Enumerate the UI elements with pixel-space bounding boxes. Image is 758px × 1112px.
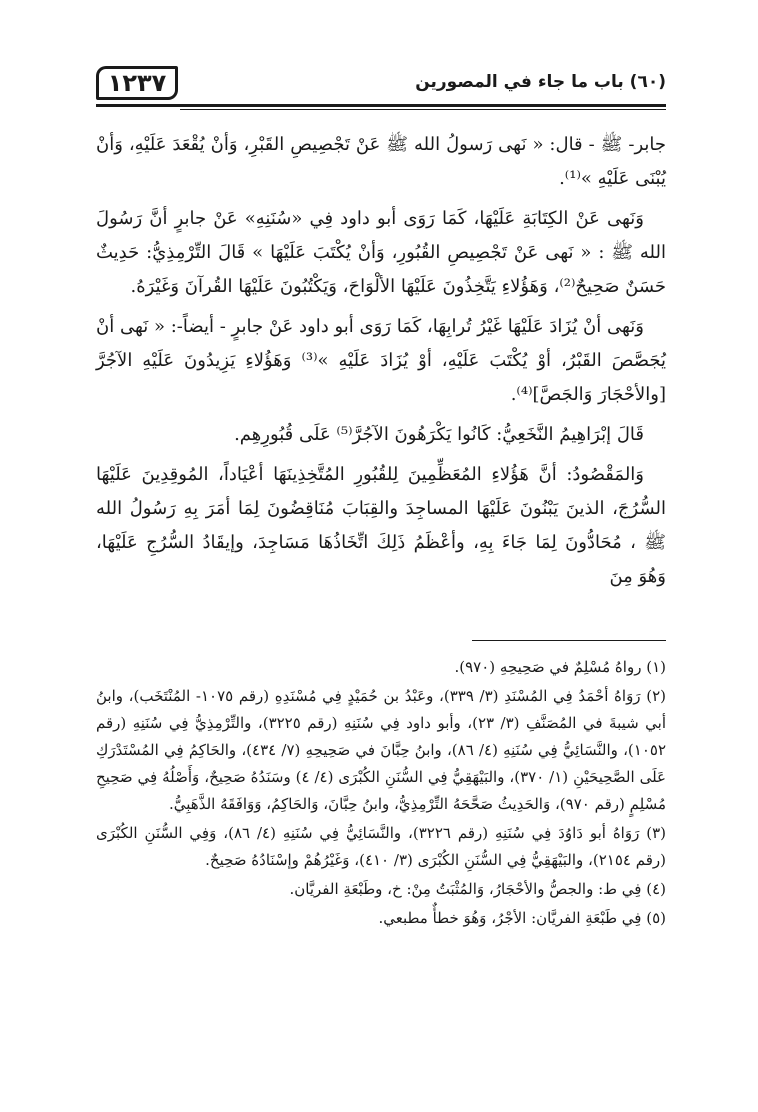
footnote-separator [472,640,666,641]
main-text [96,128,666,600]
footnote-3: (٣) رَوَاهُ أبو دَاوُدَ فِي سُنَنِهِ (رقم ٣٢٢٦)، والنَّسَائِيُّ فِي سُنَنِهِ (٤/ ٨٦)، وَفِي السُّنَنِ الكُبْرَى (رقم ٢١٥٤)، والبَيْهَقِيُّ فِي السُّنَنِ الكُبْرَى (٣/ ٤١٠)، وَغَيْرُهُمْ وإسْنَادُهُ صَحِيحٌ. [96,824,667,869]
paragraph-2: وَنَهى عَنْ الكِتَابَةِ عَلَيْهَا، كَمَا رَوَى أبو داود فِي «سُنَنِهِ» عَنْ جابرٍ أنَّ رَسُولَ الله ﷺ : « نَهى عَنْ تَجْصِيصِ القُبُورِ، وَأنْ يُكْتَبَ عَلَيْهَا » قَالَ التِّرْمِذِيُّ: حَدِيثٌ حَسَنٌ صَحِيحٌ⁽²⁾، وَهَؤُلاءِ يَتَّخِذُونَ عَلَيْهَا الألْوَاحَ، وَيَكْتُبُونَ عَلَيْهَا القُرآنَ وَغَيْرَهُ. [96,208,666,297]
paragraph-1: جابر- ﷺ - قال: « نَهى رَسولُ الله ﷺ عَنْ تَجْصِيصِ القَبْرِ، وَأنْ يُقْعَدَ عَلَيْهِ، وَأنْ يُبْنَى عَلَيْهِ »⁽¹⁾. [96,134,666,189]
paragraph-5: وَالمَقْصُودُ: أنَّ هَؤُلاءِ المُعَظِّمِينَ لِلقُبُورِ المُتَّخِذِينَهَا أعْيَاداً، المُوقِدِينَ عَلَيْهَا السُّرُجَ، الذينَ يَبْنُونَ عَلَيْهَا المساجِدَ والقِبَابَ مُنَاقِضُونَ لِمَا أمَرَ بِهِ رَسُولُ الله ﷺ ، مُحَادُّونَ لِمَا جَاءَ بِهِ، وأعْظَمُ ذَلِكَ اتِّخَاذُهَا مَسَاجِدَ، وإيقَادُ السُّرُجِ عَلَيْهَا، وَهُوَ مِنَ [96,464,666,587]
paragraph-3: وَنَهى أنْ يُزَادَ عَلَيْهَا غَيْرُ تُرابِهَا، كَمَا رَوَى أبو داود عَنْ جابرٍ - أيضاً-: « نَهى أنْ يُجَصَّصَ القَبْرُ، أوْ يُكْتَبَ عَلَيْهِ، أوْ يُزَادَ عَلَيْهِ »⁽³⁾ وَهَؤُلاءِ يَزِيدُونَ عَلَيْهِ الآجُرَّ [والأحْجَارَ وَالجَصَّ]⁽⁴⁾. [96,316,666,405]
chapter-title: (٦٠) باب ما جاء في المصورين [415,72,666,92]
footnote-1: (١) رواهُ مُسْلِمٌ في صَحِيحِهِ (٩٧٠). [454,658,666,676]
header-rule [96,104,666,107]
footnote-2: (٢) رَوَاهُ أحْمَدُ فِي المُسْنَدِ (٣/ ٣٣٩)، وعَبْدُ بن حُمَيْدٍ فِي مُسْنَدِهِ (رقم ١٠٧٥- المُنْتَخَب)، وابنُ أبي شيبةَ في المُصَنَّفِ (٣/ ٢٣)، وأبو داود فِي سُنَنِهِ (رقم ٣٢٢٥)، والتِّرْمِذِيُّ فِي سُنَنِهِ (رقم ١٠٥٢)، والنَّسَائِيُّ فِي سُنَنِهِ (٤/ ٨٦)، وابنُ حِبَّانَ في صَحِيحِهِ (٧/ ٤٣٤)، والحَاكِمُ فِي المُسْتَدْرَكِ عَلَى الصَّحِيحَيْنِ (١/ ٣٧٠)، والبَيْهَقِيُّ فِي السُّنَنِ الكُبْرَى (٤/ ٤) وسَنَدُهُ صَحِيحٌ، وَأَصْلُهُ فِي صَحِيحِ مُسْلِمٍ (رقم ٩٧٠)، وَالحَدِيثُ صَحَّحَهُ التِّرْمِذِيُّ، وابنُ حِبَّانَ، وَالحَاكِمُ، وَوَافَقَهُ الذَّهَبِيُّ. [96,687,667,813]
page-number: ١٢٣٧ [96,66,178,100]
paragraph-4: قَالَ إبْرَاهِيمُ النَّخَعِيُّ: كَانُوا يَكْرَهُونَ الآجُرَّ⁽⁵⁾ عَلَى قُبُورِهِم. [234,424,644,445]
header-rule-thin [180,109,666,110]
footnotes [96,654,666,934]
footnote-4: (٤) فِي ط: والجصُّ والأحْجَارُ، وَالمُثْبَتُ مِنْ: خ، وطَبْعَةِ الفريَّان. [289,880,666,898]
footnote-5: (٥) فِي طَبْعَةِ الفريَّان: الأجْرُ، وَهُوَ خطأٌ مطبعي. [378,909,666,927]
page-header [96,66,666,106]
